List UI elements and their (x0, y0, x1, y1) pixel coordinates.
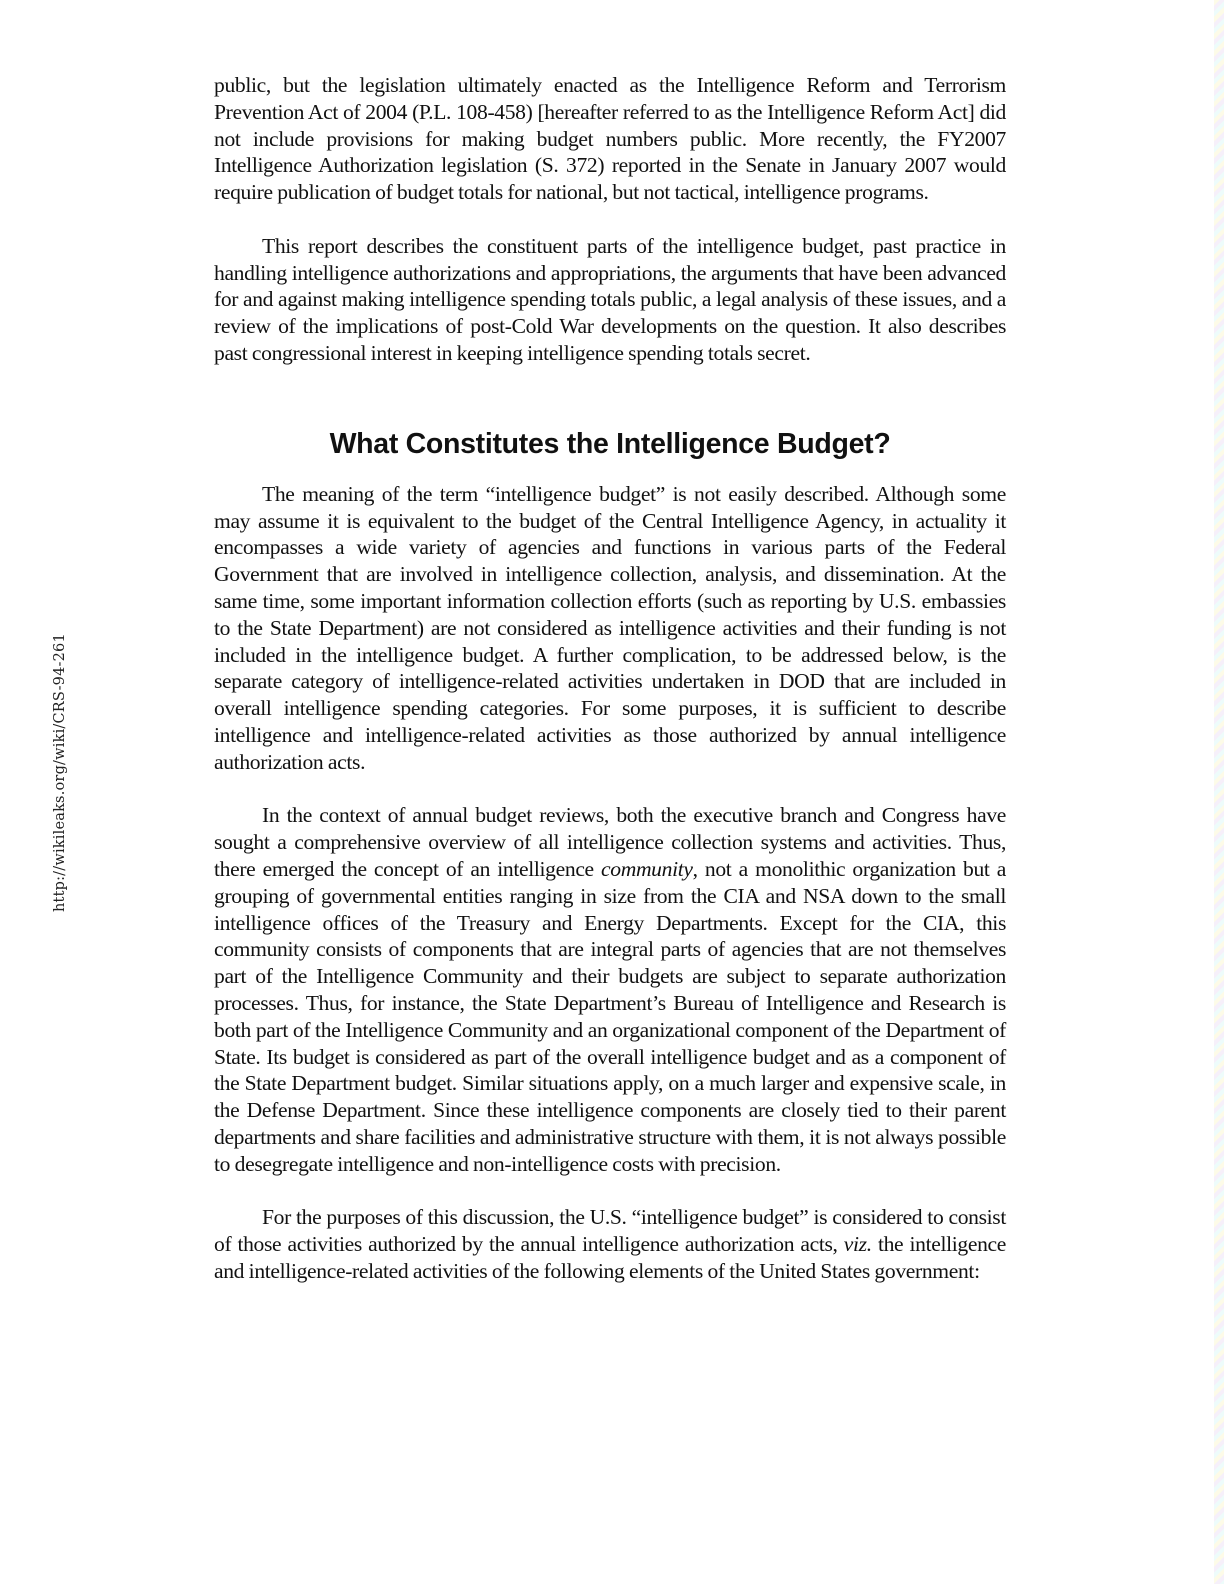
section-heading: What Constitutes the Intelligence Budget? (329, 427, 891, 460)
page-edge-strip (1214, 0, 1224, 1584)
paragraph-continuation: public, but the legislation ultimately enacted as the Intelligence Reform and Terrorism Prevention Act of 2004 (P.L. 108-458) [hereafter referred to as the Intelligence Reform Act] did not include provisions for making budget numbers public. More recently, the FY2007 Intelligence Authorization legislation (S. 372) reported in the Senate in January 2007 would require publication of budget totals for national, but not tactical, intelligence programs. (214, 73, 1006, 205)
side-url-stamp: http://wikileaks.org/wiki/CRS-94-261 (52, 633, 68, 912)
paragraph-budget-definition (214, 1204, 1006, 1284)
italic-term-community: community (601, 856, 693, 881)
text-run: , not a monolithic organization but a grouping of governmental entities ranging in size from the CIA and NSA down to the small intelligence offices of the Treasury and Energy Departments. Except for the CIA, this community consists of components that are integral parts of agencies that are not themselves part of the Intelligence Community and their budgets are subject to separate authorization processes. Thus, for instance, the State Department’s Bureau of Intelligence and Research is both part of the Intelligence Community and an organizational component of the Department of State. Its budget is considered as part of the overall intelligence budget and as a component of the State Department budget. Similar situations apply, on a much larger and expensive scale, in the Defense Department. Since these intelligence components are closely tied to their parent departments and share facilities and administrative structure with them, it is not always possible to desegregate intelligence and non-intelligence costs with precision. (214, 856, 1006, 1176)
text-run: For the purposes of this discussion, the U.S. “intelligence budget” is considered to consist of those activities authorized by the annual intelligence authorization acts, (214, 1205, 1006, 1257)
section-gap (214, 367, 1006, 427)
italic-term-viz: viz. (843, 1232, 872, 1257)
paragraph-gap (214, 1177, 1006, 1204)
paragraph-report-description: This report describes the constituent parts of the intelligence budget, past practice in handling intelligence authorizations and appropriations, the arguments that have been advanced for and against making intelligence spending totals public, a legal analysis of these issues, and a review of the implications of post-Cold War developments on the question. It also describes past congressional interest in keeping intelligence spending totals secret. (214, 233, 1006, 365)
paragraph-meaning-of-budget: The meaning of the term “intelligence budget” is not easily described. Although some may assume it is equivalent to the budget of the Central Intelligence Agency, in actuality it encompasses a wide variety of agencies and functions in various parts of the Federal Government that are involved in intelligence collection, analysis, and dissemination. At the same time, some important information collection efforts (such as reporting by U.S. embassies to the State Department) are not considered as intelligence activities and their funding is not included in the intelligence budget. A further complication, to be addressed below, is the separate category of intelligence-related activities undertaken in DOD that are included in overall intelligence spending categories. For some purposes, it is sufficient to describe intelligence and intelligence-related activities as those authorized by annual intelligence authorization acts. (214, 481, 1006, 774)
text-run: the intelligence and intelligence-related activities of the following elements of the United States government: (214, 1232, 1006, 1283)
text-run: In the context of annual budget reviews, both the executive branch and Congress have sought a comprehensive overview of all intelligence collection systems and activities. Thus, there emerged the concept of an intelligence (214, 803, 1006, 881)
paragraph-intelligence-community (214, 802, 1006, 1177)
paragraph-gap (214, 776, 1006, 803)
document-page (214, 72, 1006, 1285)
section-gap (214, 461, 1006, 481)
paragraph-gap (214, 206, 1006, 233)
